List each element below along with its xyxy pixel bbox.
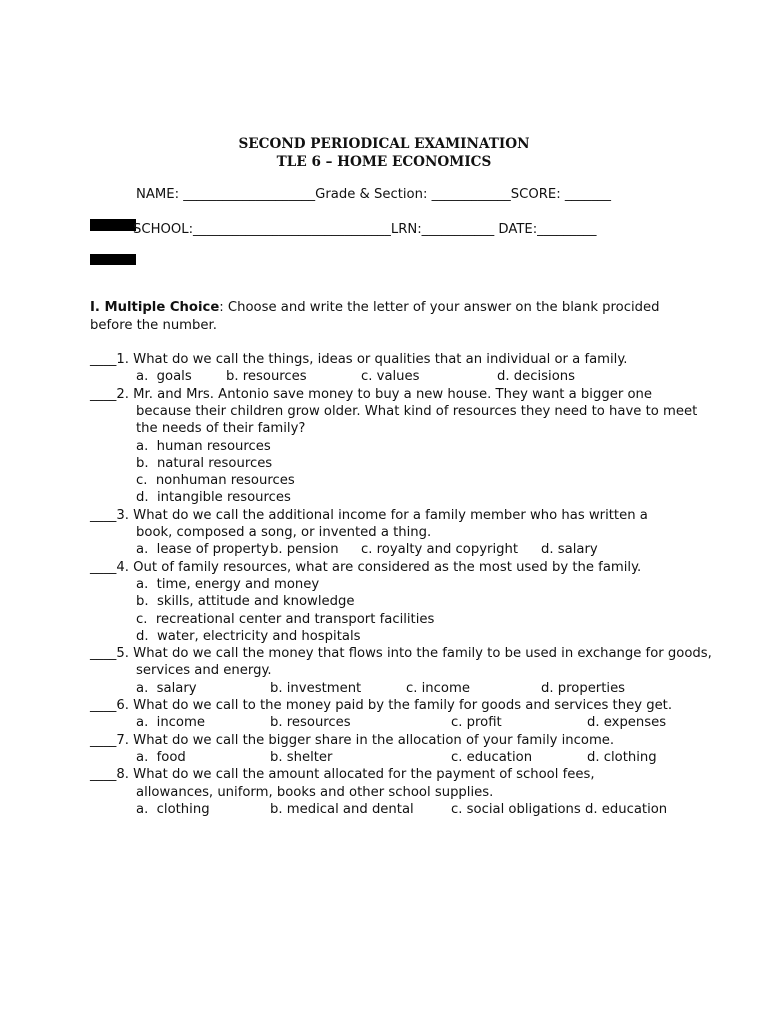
instructions-text-2: before the number. [90,318,217,333]
answer-option: d. intangible resources [136,490,291,506]
answer-option: c. values [361,369,420,385]
question-stem-continued: the needs of their family? [136,421,306,437]
instructions [90,300,660,315]
answer-option: b. resources [270,715,351,731]
answer-option: b. investment [270,680,362,696]
answer-option: c. nonhuman resources [136,473,295,489]
answer-option: c. education [451,749,533,765]
answer-option: c. profit [451,715,502,731]
instructions-text: : Choose and write the letter of your answer on the blank procided [219,300,660,315]
answer-option: d. salary [541,542,598,558]
answer-option: b. shelter [270,749,333,765]
answer-option: c. social obligations d. education [451,801,668,817]
answer-option: b. pension [270,542,339,558]
answer-option: a. human resources [136,438,271,454]
name-grade-score-row: NAME: ____________________Grade & Section: ____________SCORE: _______ [136,187,611,202]
answer-option: d. water, electricity and hospitals [136,628,361,644]
answer-option: d. properties [541,680,626,696]
answer-option: a. income [136,715,205,731]
answer-option: b. natural resources [136,455,273,471]
question-stem: ____3. What do we call the additional income for a family member who has written a [90,507,648,523]
redaction-bar [90,219,136,231]
exam-title: SECOND PERIODICAL EXAMINATION [238,136,530,152]
answer-option: a. goals [136,369,192,385]
answer-option: a. food [136,749,186,765]
question-stem: ____8. What do we call the amount allocated for the payment of school fees, [90,767,595,783]
question-stem-continued: services and energy. [136,663,272,679]
answer-option: c. income [406,680,470,696]
redaction-bar [90,254,136,265]
question-stem-continued: book, composed a song, or invented a thing. [136,525,432,540]
answer-option: d. expenses [587,715,667,731]
answer-option: a. time, energy and money [136,576,320,592]
answer-option: c. recreational center and transport facilities [136,611,435,627]
answer-option: b. resources [226,369,307,385]
question-stem: ____5. What do we call the money that flows into the family to be used in exchange for goods, [90,646,712,662]
answer-option: d. decisions [497,369,575,385]
question-stem: ____1. What do we call the things, ideas or qualities that an individual or a family. [90,352,628,367]
section-heading: I. Multiple Choice [90,300,220,315]
question-stem: ____6. What do we call to the money paid by the family for goods and services they get. [90,698,673,713]
answer-option: b. skills, attitude and knowledge [136,594,355,610]
answer-option: b. medical and dental [270,801,414,817]
question-stem-continued: allowances, uniform, books and other school supplies. [136,784,494,800]
exam-subtitle: TLE 6 – HOME ECONOMICS [276,154,492,170]
question-stem: ____7. What do we call the bigger share in the allocation of your family income. [90,732,615,748]
question-stem: ____2. Mr. and Mrs. Antonio save money to buy a new house. They want a bigger one [90,386,652,402]
answer-option: a. salary [136,680,197,696]
school-lrn-date-row: SCHOOL:______________________________LRN:___________ DATE:_________ [133,222,597,237]
answer-option: c. royalty and copyright [361,542,519,558]
answer-option: a. lease of property [136,542,270,558]
question-stem-continued: because their children grow older. What kind of resources they need to have to meet [136,403,698,419]
question-stem: ____4. Out of family resources, what are considered as the most used by the family. [90,559,642,575]
answer-option: d. clothing [587,749,657,765]
answer-option: a. clothing [136,801,210,817]
